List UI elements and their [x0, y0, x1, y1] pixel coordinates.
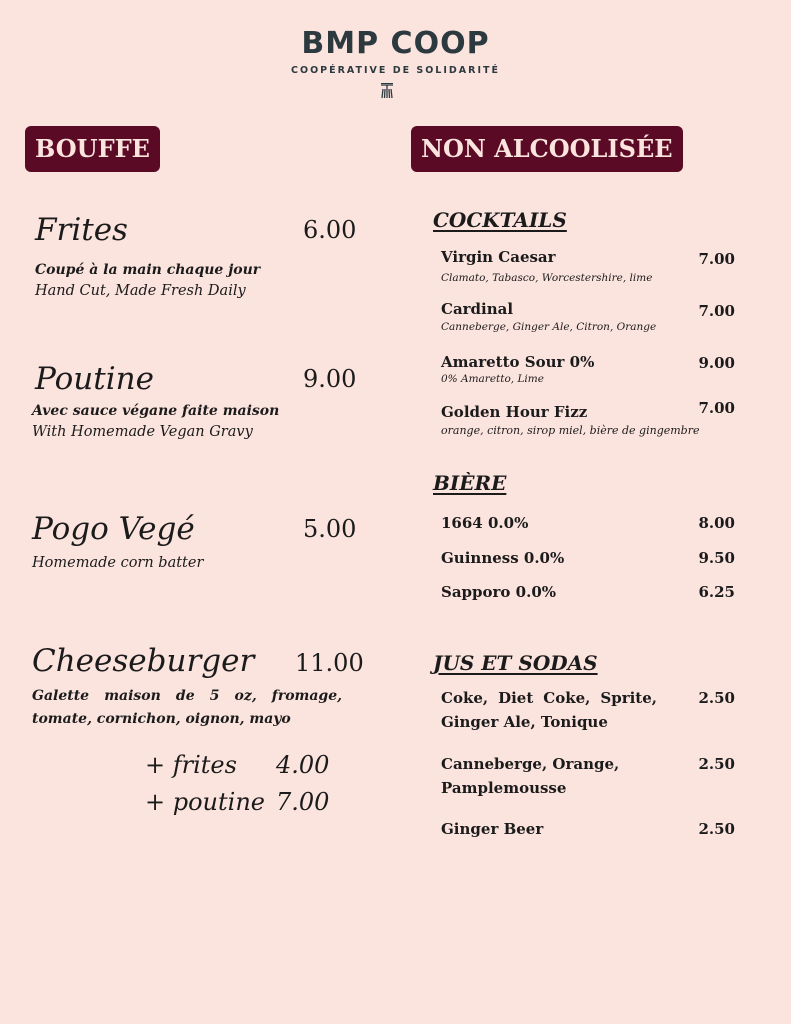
drink-price-1664: 8.00 [698, 514, 735, 532]
drink-price-amaretto-sour: 9.00 [698, 354, 735, 372]
drink-name-guinness: Guinness 0.0% [441, 549, 565, 567]
drink-name-ginger-beer: Ginger Beer [441, 820, 544, 838]
addon-label-frites: + frites [145, 751, 237, 779]
drink-name-cardinal: Cardinal [441, 300, 514, 318]
brand-subtitle: COOPÉRATIVE DE SOLIDARITÉ [291, 65, 500, 76]
drink-desc-amaretto-sour: 0% Amaretto, Lime [441, 373, 544, 385]
beer-title: BIÈRE [433, 471, 507, 495]
dish-desc-cheeseburger-line1: Galette maison de 5 oz, fromage, [32, 688, 342, 704]
drink-name-sodas-line2: Ginger Ale, Tonique [441, 713, 608, 731]
dish-desc-en-frites: Hand Cut, Made Fresh Daily [35, 283, 246, 299]
brand-title: BMP COOP [301, 26, 490, 61]
drink-name-juices-line2: Pamplemousse [441, 779, 567, 797]
addon-price-poutine: 7.00 [276, 788, 330, 816]
drink-name-sapporo: Sapporo 0.0% [441, 583, 557, 601]
dish-name-cheeseburger: Cheeseburger [32, 643, 255, 679]
drink-price-ginger-beer: 2.50 [698, 820, 735, 838]
drink-price-cardinal: 7.00 [698, 302, 735, 320]
dish-price-poutine: 9.00 [303, 365, 357, 393]
coop-logo-icon [379, 82, 395, 100]
drink-desc-cardinal: Canneberge, Ginger Ale, Citron, Orange [441, 321, 657, 333]
drink-name-golden-hour-fizz: Golden Hour Fizz [441, 403, 588, 421]
dish-desc-en-pogo: Homemade corn batter [32, 555, 204, 571]
dish-desc-cheeseburger-line2: tomate, cornichon, oignon, mayo [32, 711, 291, 727]
dish-price-cheeseburger: 11.00 [295, 649, 364, 677]
drink-price-virgin-caesar: 7.00 [698, 250, 735, 268]
drink-price-sapporo: 6.25 [698, 583, 735, 601]
drink-desc-virgin-caesar: Clamato, Tabasco, Worcestershire, lime [441, 272, 653, 284]
drink-price-guinness: 9.50 [698, 549, 735, 567]
addon-price-frites: 4.00 [276, 751, 330, 779]
dish-name-poutine: Poutine [35, 361, 154, 397]
drink-price-golden-hour-fizz: 7.00 [698, 399, 735, 417]
drink-price-sodas: 2.50 [698, 689, 735, 707]
dish-name-pogo: Pogo Vegé [32, 511, 195, 547]
drink-name-virgin-caesar: Virgin Caesar [441, 248, 556, 266]
dish-desc-fr-frites: Coupé à la main chaque jour [35, 262, 261, 278]
drink-price-juices: 2.50 [698, 755, 735, 773]
dish-price-frites: 6.00 [303, 216, 357, 244]
drink-name-juices-line1: Canneberge, Orange, [441, 755, 620, 773]
juice-title: JUS ET SODAS [433, 651, 598, 675]
drink-desc-golden-hour-fizz: orange, citron, sirop miel, bière de gingembre [441, 424, 700, 437]
cocktails-title: COCKTAILS [433, 208, 567, 232]
addon-label-poutine: + poutine [145, 788, 265, 816]
dish-desc-fr-poutine: Avec sauce végane faite maison [32, 403, 280, 419]
drink-name-1664: 1664 0.0% [441, 514, 529, 532]
dish-price-pogo: 5.00 [303, 515, 357, 543]
drinks-section-heading: NON ALCOOLISÉE [411, 126, 683, 172]
drink-name-amaretto-sour: Amaretto Sour 0% [441, 353, 595, 371]
dish-name-frites: Frites [35, 212, 128, 248]
food-section-heading: BOUFFE [25, 126, 160, 172]
drink-name-sodas-line1: Coke, Diet Coke, Sprite, [441, 689, 657, 707]
dish-desc-en-poutine: With Homemade Vegan Gravy [32, 424, 253, 440]
